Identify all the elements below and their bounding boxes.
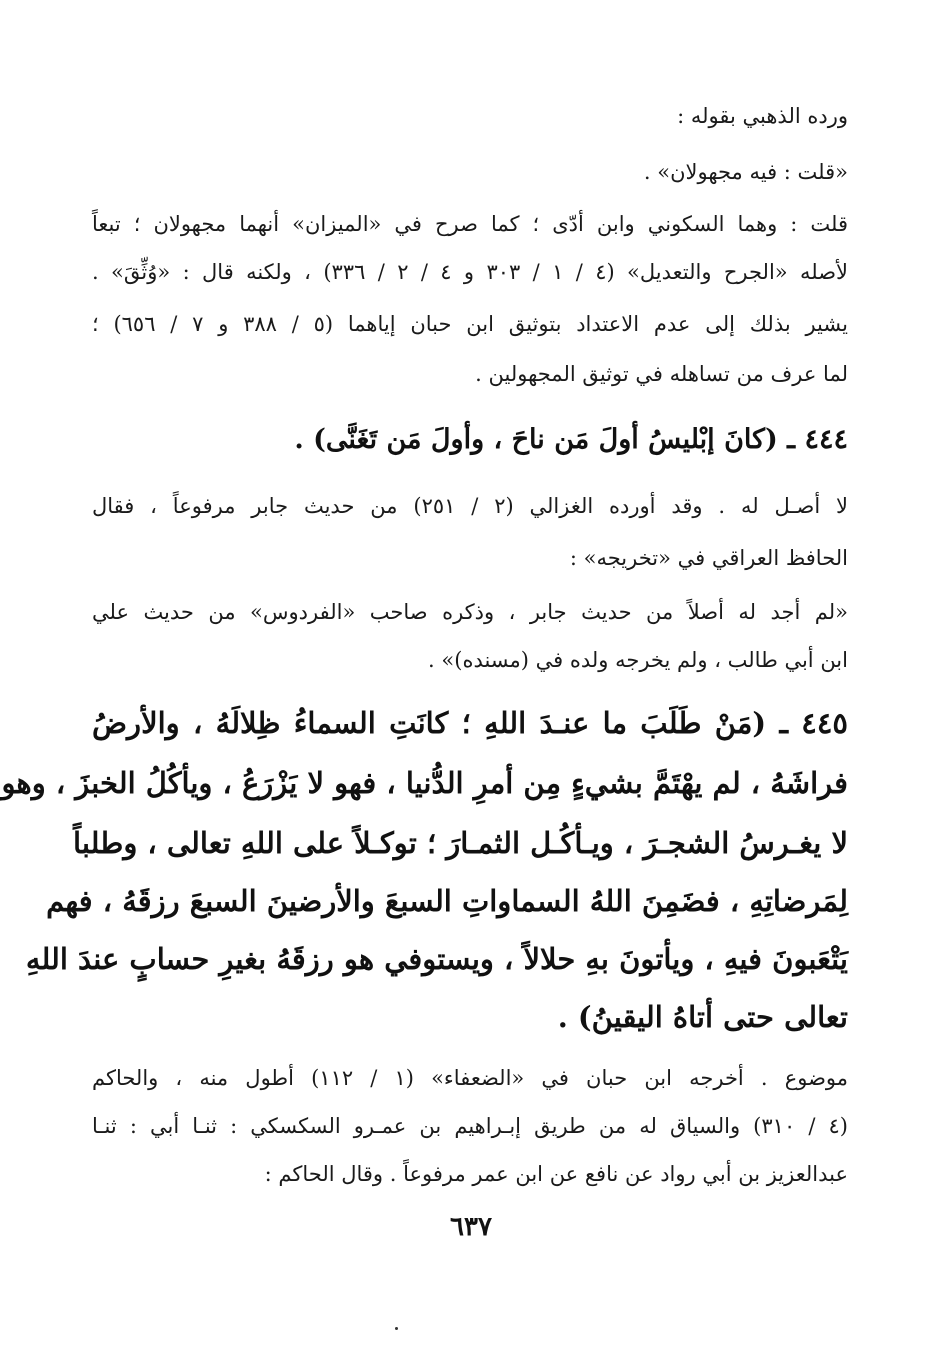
hadith-text-445: فراشَهُ ، لم يهْتَمَّ بشيءٍ مِن أمرِ الدُّنيا ، فهو لا يَزْرَعُ ، ويأكُلُ الخبزَ ، وهو (1, 766, 848, 800)
text-line: لما عرف من تساهله في توثيق المجهولين . (475, 362, 848, 386)
text-line: الحافظ العراقي في «تخريجه» : (569, 546, 848, 570)
text-line: موضوع . أخرجه ابن حبان في «الضعفاء» (١ / ١١٢) أطول منه ، والحاكم (92, 1066, 848, 1090)
text-line: قلت : وهما السكوني وابن أدّى ؛ كما صرح في «الميزان» أنهما مجهولان ؛ تبعاً (92, 212, 848, 236)
text-line: لأصله «الجرح والتعديل» (٤ / ١ / ٣٠٣ و ٤ / ٢ / ٣٣٦) ، ولكنه قال : «وُثِّقَ» . (92, 260, 849, 284)
text-line: عبدالعزيز بن أبي رواد عن نافع عن ابن عمر مرفوعاً . وقال الحاكم : (264, 1162, 848, 1186)
text-line: ورده الذهبي بقوله : (677, 104, 848, 128)
hadith-text-445: لِمَرضاتِهِ ، فضَمِنَ اللهُ السماواتِ السبعَ والأرضينَ السبعَ رزقَهُ ، فهم (46, 884, 848, 918)
text-line: «قلت : فيه مجهولان» . (643, 160, 848, 184)
text-line: «لم أجد له أصلاً من حديث جابر ، وذكره صاحب «الفردوس» من حديث علي (92, 600, 848, 624)
hadith-text-445: ٤٤٥ ـ (مَنْ طَلَبَ ما عنـدَ اللهِ ؛ كانَتِ السماءُ ظِلالَهُ ، والأرضُ (92, 706, 848, 740)
hadith-heading-444: ٤٤٤ ـ (كانَ إبْليسُ أولَ مَن ناحَ ، وأولَ مَن تَغَنَّى) . (294, 424, 848, 455)
text-line: ابن أبي طالب ، ولم يخرجه ولده في (مسنده)» . (428, 648, 848, 672)
page-number: ٦٣٧ (450, 1212, 492, 1242)
ink-speck (395, 1327, 398, 1330)
hadith-text-445: تعالى حتى أتاهُ اليقينُ) . (557, 1000, 848, 1034)
text-line: يشير بذلك إلى عدم الاعتداد بتوثيق ابن حبان إياهما (٥ / ٣٨٨ و ٧ / ٦٥٦) ؛ (92, 312, 848, 336)
hadith-text-445: لا يغـرسُ الشجـرَ ، ويـأكُـل الثمـارَ ؛ توكـلاً على اللهِ تعالى ، وطلباً (73, 826, 848, 860)
text-line: (٤ / ٣١٠) والسياق له من طريق إبـراهيم بن عمـرو السكسكي : ثنـا أبي : ثنـا (92, 1114, 848, 1138)
text-line: لا أصـل له . وقد أورده الغزالي (٢ / ٢٥١) من حديث جابر مرفوعاً ، فقال (92, 494, 848, 518)
hadith-text-445: يَتْعَبونَ فيهِ ، ويأتونَ بهِ حلالاً ، ويستوفي هو رزقَهُ بغيرِ حسابٍ عندَ اللهِ (25, 942, 848, 976)
